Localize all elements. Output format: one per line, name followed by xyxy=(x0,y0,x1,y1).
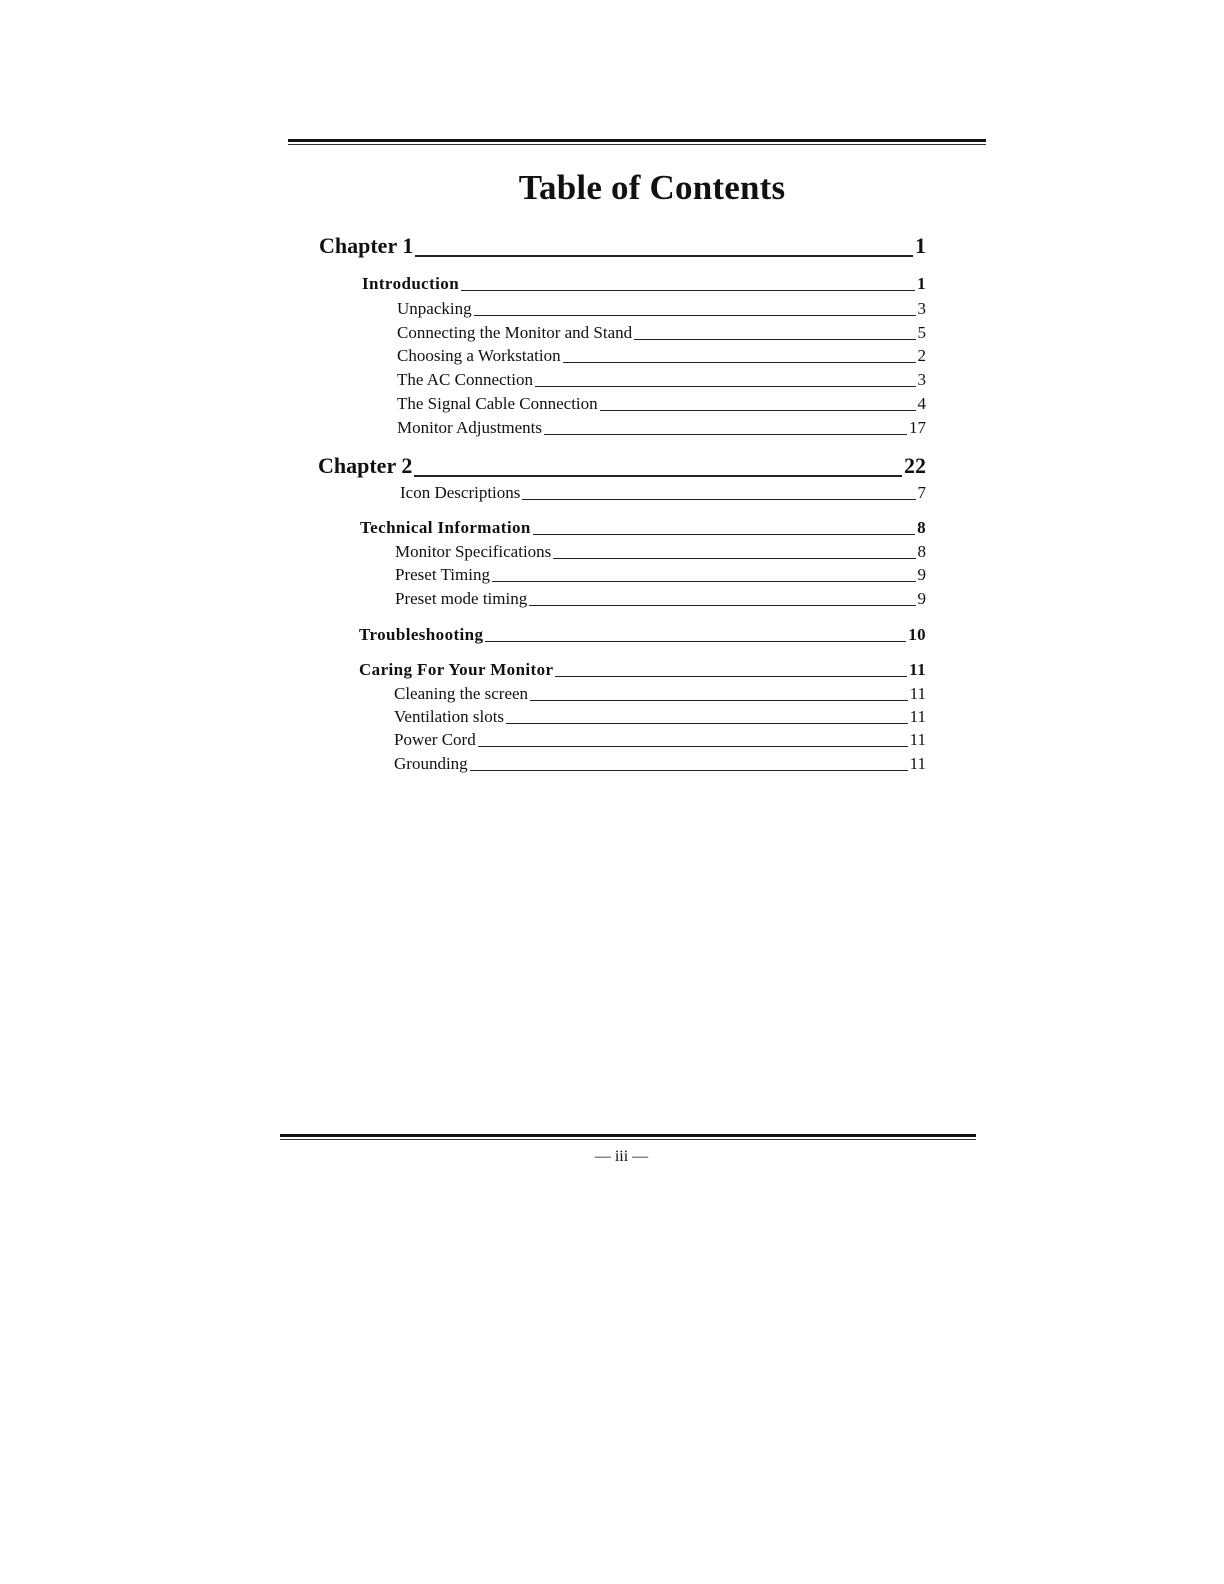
toc-label: Caring For Your Monitor xyxy=(359,660,554,679)
toc-entry-icon-descriptions[interactable] xyxy=(400,484,926,501)
toc-entry-ventilation-slots[interactable] xyxy=(394,708,926,725)
page-number-footer: — iii — xyxy=(594,1148,649,1165)
toc-label: Grounding xyxy=(394,754,468,773)
toc-label: Choosing a Workstation xyxy=(397,346,561,365)
toc-entry-monitor-specifications[interactable] xyxy=(395,543,926,560)
toc-entry-grounding[interactable] xyxy=(394,755,926,772)
toc-label: Unpacking xyxy=(397,299,472,318)
toc-page-number: 9 xyxy=(917,565,926,584)
leader-line xyxy=(535,385,916,387)
leader-line xyxy=(415,254,913,257)
leader-line xyxy=(529,604,915,606)
toc-label: Monitor Adjustments xyxy=(397,418,542,437)
toc-page-number: 8 xyxy=(917,518,926,537)
leader-line xyxy=(414,474,902,477)
leader-line xyxy=(461,289,915,291)
leader-line xyxy=(522,498,915,500)
toc-page-number: 17 xyxy=(909,418,926,437)
toc-label: Icon Descriptions xyxy=(400,483,521,502)
toc-entry-connecting-monitor-stand[interactable] xyxy=(397,324,926,341)
leader-line xyxy=(478,745,908,747)
toc-page-number: 7 xyxy=(917,483,926,502)
toc-page-number: 9 xyxy=(917,589,926,608)
toc-label: Troubleshooting xyxy=(359,625,484,644)
toc-label: Ventilation slots xyxy=(394,707,505,726)
toc-entry-technical-information[interactable] xyxy=(360,519,926,536)
toc-page-number: 3 xyxy=(917,299,926,318)
toc-entry-chapter-1[interactable] xyxy=(319,235,926,257)
leader-line xyxy=(634,338,915,340)
toc-page-number: 11 xyxy=(909,730,926,749)
leader-line xyxy=(506,722,908,724)
toc-label: The AC Connection xyxy=(397,370,533,389)
leader-line xyxy=(474,314,916,316)
toc-label: Chapter 2 xyxy=(318,453,413,478)
leader-line xyxy=(492,580,916,582)
toc-page-number: 2 xyxy=(917,346,926,365)
top-rule xyxy=(288,139,986,142)
toc-entry-troubleshooting[interactable] xyxy=(359,626,926,643)
toc-entry-caring-for-your-monitor[interactable] xyxy=(359,661,926,678)
toc-label: Chapter 1 xyxy=(319,233,414,258)
toc-page-number: 1 xyxy=(917,274,926,293)
toc-entry-power-cord[interactable] xyxy=(394,731,926,748)
toc-page-number: 11 xyxy=(909,707,926,726)
leader-line xyxy=(544,433,907,435)
toc-label: Cleaning the screen xyxy=(394,684,529,703)
bottom-rule xyxy=(280,1134,976,1137)
leader-line xyxy=(563,361,916,363)
toc-entry-unpacking[interactable] xyxy=(397,300,926,317)
toc-label: The Signal Cable Connection xyxy=(397,394,598,413)
leader-line xyxy=(470,769,908,771)
toc-page-number: 11 xyxy=(909,684,926,703)
toc-page-number: 10 xyxy=(908,625,926,644)
toc-page-number: 1 xyxy=(915,233,926,258)
toc-page-number: 3 xyxy=(917,370,926,389)
leader-line xyxy=(485,640,906,642)
toc-page-number: 11 xyxy=(909,660,926,679)
toc-label: Preset mode timing xyxy=(395,589,528,608)
toc-entry-ac-connection[interactable] xyxy=(397,371,926,388)
toc-page-number: 8 xyxy=(917,542,926,561)
page-title: Table of Contents xyxy=(518,168,786,207)
toc-entry-signal-cable-connection[interactable] xyxy=(397,395,926,412)
toc-page-number: 22 xyxy=(904,453,926,478)
toc-page-number: 11 xyxy=(909,754,926,773)
toc-entry-preset-mode-timing[interactable] xyxy=(395,590,926,607)
toc-page-number: 5 xyxy=(917,323,926,342)
toc-entry-preset-timing[interactable] xyxy=(395,566,926,583)
toc-label: Introduction xyxy=(362,274,460,293)
toc-label: Technical Information xyxy=(360,518,531,537)
toc-entry-choosing-workstation[interactable] xyxy=(397,347,926,364)
toc-label: Power Cord xyxy=(394,730,476,749)
leader-line xyxy=(555,675,907,677)
toc-label: Preset Timing xyxy=(395,565,490,584)
leader-line xyxy=(530,699,908,701)
leader-line xyxy=(533,533,915,535)
leader-line xyxy=(600,409,916,411)
toc-label: Monitor Specifications xyxy=(395,542,552,561)
toc-entry-introduction[interactable] xyxy=(362,275,926,292)
toc-page-number: 4 xyxy=(917,394,926,413)
toc-entry-chapter-2[interactable] xyxy=(318,455,926,477)
toc-label: Connecting the Monitor and Stand xyxy=(397,323,633,342)
toc-entry-cleaning-the-screen[interactable] xyxy=(394,685,926,702)
toc-entry-monitor-adjustments[interactable] xyxy=(397,419,926,436)
leader-line xyxy=(553,557,915,559)
